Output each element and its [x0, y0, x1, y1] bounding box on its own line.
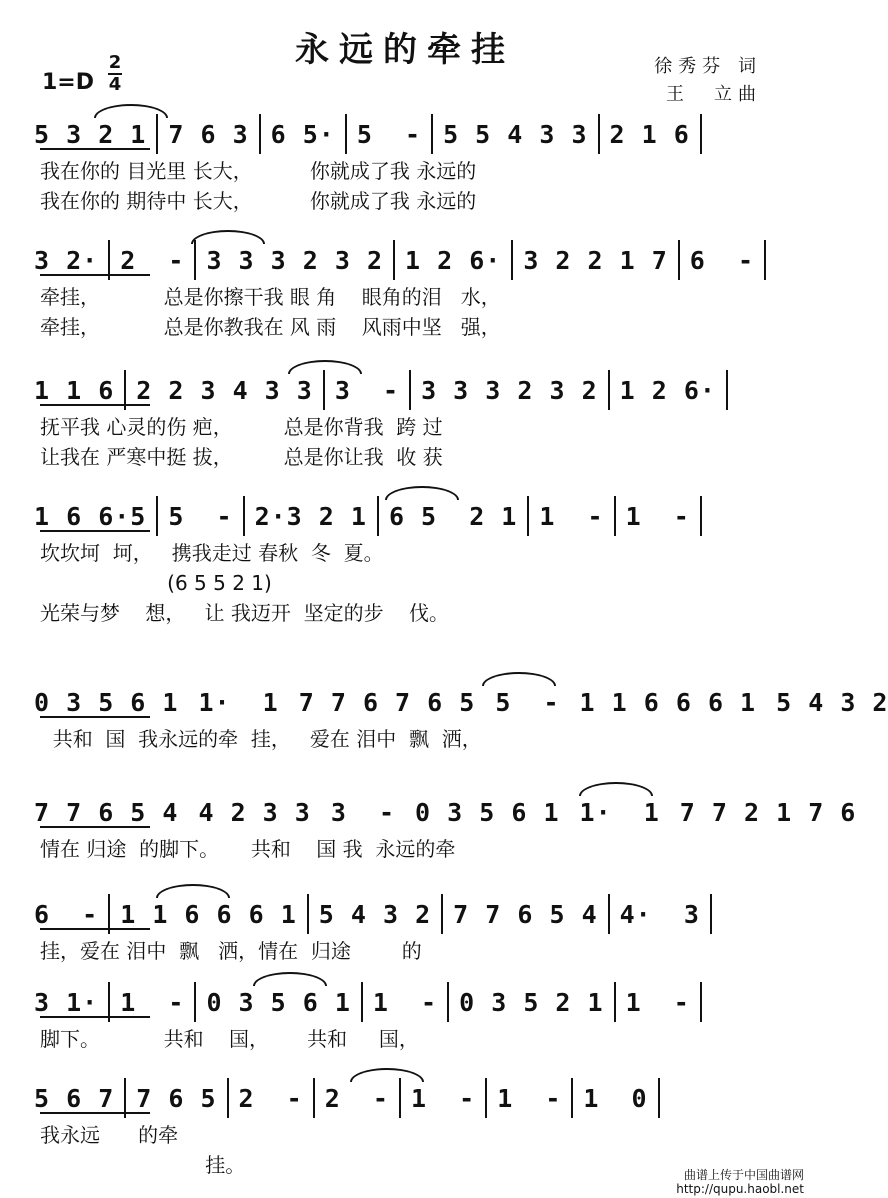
barline: [658, 1078, 660, 1118]
score-system-7: [34, 892, 784, 966]
barline: [598, 114, 600, 154]
beam-underline: [40, 1112, 150, 1114]
lyric-line: 挂。: [40, 1153, 246, 1177]
slur-arc: [579, 782, 653, 796]
lyric-line: 情在 归途 的脚下。 共和 国 我 永远的牵: [40, 837, 456, 861]
score-system-8: [34, 980, 784, 1054]
measure: 1 -: [120, 987, 185, 1017]
measure: 3 2 2 1 7: [523, 245, 668, 275]
lyric-line: 光荣与梦 想， 让 我迈开 坚定的步 伐。: [40, 601, 450, 625]
measure: 0 3 5 2 1: [459, 987, 604, 1017]
measure: 3 -: [334, 375, 400, 405]
barline: [608, 370, 610, 410]
lyric-line: 牵挂， 总是你教我在 风 雨 风雨中坚 强，: [40, 315, 501, 339]
measure: 4 2 3 3: [198, 797, 311, 827]
lyric-line: 牵挂， 总是你擦干我 眼 角 眼角的泪 水，: [40, 285, 501, 309]
measure: 2 -: [120, 245, 185, 275]
slur-arc: [94, 104, 168, 118]
measure: 3 1·: [34, 987, 99, 1017]
measure: 5 3 2 1: [34, 119, 147, 149]
barline: [700, 496, 702, 536]
measure: 7 7 6 7 6 5: [298, 687, 476, 717]
beam-underline: [40, 274, 150, 276]
measure: 5 -: [495, 687, 560, 717]
beam-underline: [40, 530, 150, 532]
beam-underline: [40, 148, 150, 150]
slur-arc: [482, 672, 556, 686]
barline: [409, 370, 411, 410]
site-watermark: [676, 1168, 804, 1196]
score-system-4: [34, 494, 784, 628]
lyric-line: 让我在 严寒中挺 拔， 总是你让我 收 获: [40, 445, 443, 469]
measure: 7 6 5: [136, 1083, 217, 1113]
time-signature: [108, 54, 122, 94]
measure: 5 -: [356, 119, 422, 149]
barline: [700, 114, 702, 154]
measure: 5 6 7: [34, 1083, 115, 1113]
measure: 0 3 5 6 1: [415, 797, 560, 827]
measure: 3 -: [330, 797, 396, 827]
barline: [243, 496, 245, 536]
measure: 1 6 6·5: [34, 501, 147, 531]
measure: 3 2·: [34, 245, 99, 275]
barline: [511, 240, 513, 280]
score-system-9: [34, 1076, 784, 1180]
slur-arc: [156, 884, 230, 898]
watermark-line-2: http://qupu.haobl.net: [676, 1182, 804, 1196]
measure: 3 3 3 2 3 2: [206, 245, 384, 275]
measure: 1 2 6·: [619, 375, 716, 405]
slur-arc: [385, 486, 459, 500]
measure: 5 4 3 2: [776, 687, 888, 717]
barline: [447, 982, 449, 1022]
lyric-line: 我在你的 期待中 长大， 你就成了我 永远的: [40, 189, 477, 213]
barline: [345, 114, 347, 154]
slur-arc: [350, 1068, 424, 1082]
barline: [156, 496, 158, 536]
barline: [700, 982, 702, 1022]
barline: [726, 370, 728, 410]
barline: [764, 240, 766, 280]
score-system-2: [34, 238, 784, 342]
barline: [323, 370, 325, 410]
score-system-3: [34, 368, 784, 472]
measure: 1 1 6 6 6 1: [120, 899, 297, 929]
measure: 7 6 3: [168, 119, 249, 149]
barline: [441, 894, 443, 934]
measure: 1· 1: [579, 797, 660, 827]
lyric-line: 坎坎坷 坷， 携我走过 春秋 冬 夏。: [40, 541, 384, 565]
measure: 6 5 2 1: [388, 501, 518, 531]
barline: [431, 114, 433, 154]
barline: [393, 240, 395, 280]
measure: 1 2 6·: [405, 245, 502, 275]
measure: 1 0: [583, 1083, 648, 1113]
key-signature: 1=D: [42, 70, 95, 95]
barline: [614, 982, 616, 1022]
composer-credit: 王 立曲: [666, 84, 762, 105]
barline: [710, 894, 712, 934]
beam-underline: [40, 928, 150, 930]
measure: 6 5·: [270, 119, 335, 149]
beam-underline: [40, 826, 150, 828]
lyricist-credit: 徐秀芬 词: [654, 56, 762, 77]
barline: [527, 496, 529, 536]
measure: 1 1 6 6 6 1: [579, 687, 757, 717]
barline: [485, 1078, 487, 1118]
barline: [377, 496, 379, 536]
measure: 2 2 3 4 3 3: [136, 375, 313, 405]
measure: 2·3 2 1: [254, 501, 367, 531]
barline: [361, 982, 363, 1022]
measure: 1 -: [497, 1083, 562, 1113]
slur-arc: [191, 230, 265, 244]
measure: 1 -: [372, 987, 438, 1017]
measure: 0 3 5 6 1: [206, 987, 351, 1017]
measure: 3 3 3 2 3 2: [421, 375, 598, 405]
score-system-5: [34, 680, 888, 754]
measure: 6 -: [689, 245, 755, 275]
slur-arc: [253, 972, 327, 986]
measure: 1· 1: [198, 687, 279, 717]
barline: [614, 496, 616, 536]
barline: [399, 1078, 401, 1118]
barline: [307, 894, 309, 934]
measure: 5 5 4 3 3: [443, 119, 588, 149]
barline: [259, 114, 261, 154]
barline: [156, 114, 158, 154]
measure: 1 -: [625, 987, 690, 1017]
barline: [678, 240, 680, 280]
barline: [608, 894, 610, 934]
barline: [227, 1078, 229, 1118]
measure: 7 7 2 1 7 6: [679, 797, 857, 827]
lyric-line: 脚下。 共和 国， 共和 国，: [40, 1027, 419, 1051]
measure: 0 3 5 6 1: [34, 687, 179, 717]
measure: 1 -: [539, 501, 604, 531]
measure: 2 1 6: [609, 119, 690, 149]
lyric-line: 挂，爱在 泪中 飘 洒，情在 归途 的: [40, 939, 422, 963]
song-title: 永远的牵挂: [295, 30, 515, 70]
barline: [194, 982, 196, 1022]
lyric-line: 我永远 的牵: [40, 1123, 179, 1147]
measure: 7 7 6 5 4: [453, 899, 598, 929]
measure: 2 -: [324, 1083, 389, 1113]
lyric-line: (6 5 5 2 1): [40, 571, 272, 595]
time-signature-bottom: 4: [108, 74, 122, 95]
measure: 4· 3: [619, 899, 700, 929]
lyric-line: 抚平我 心灵的伤 疤， 总是你背我 跨 过: [40, 415, 443, 439]
measure: 1 -: [410, 1083, 476, 1113]
lyric-line: 我在你的 目光里 长大， 你就成了我 永远的: [40, 159, 477, 183]
beam-underline: [40, 716, 150, 718]
measure: 1 -: [625, 501, 690, 531]
measure: 6 -: [34, 899, 99, 929]
watermark-line-1: 曲谱上传于中国曲谱网: [683, 1168, 804, 1182]
lyric-line: 共和 国 我永远的牵 挂， 爱在 泪中 飘 洒，: [40, 727, 482, 751]
score-system-1: [34, 112, 784, 216]
measure: 1 1 6: [34, 375, 115, 405]
measure: 2 -: [238, 1083, 303, 1113]
measure: 7 7 6 5 4: [34, 797, 179, 827]
barline: [313, 1078, 315, 1118]
beam-underline: [40, 404, 150, 406]
beam-underline: [40, 1016, 150, 1018]
slur-arc: [288, 360, 362, 374]
measure: 5 -: [168, 501, 233, 531]
barline: [194, 240, 196, 280]
measure: 5 4 3 2: [318, 899, 432, 929]
score-system-6: [34, 790, 857, 864]
barline: [571, 1078, 573, 1118]
time-signature-top: 2: [108, 52, 122, 73]
